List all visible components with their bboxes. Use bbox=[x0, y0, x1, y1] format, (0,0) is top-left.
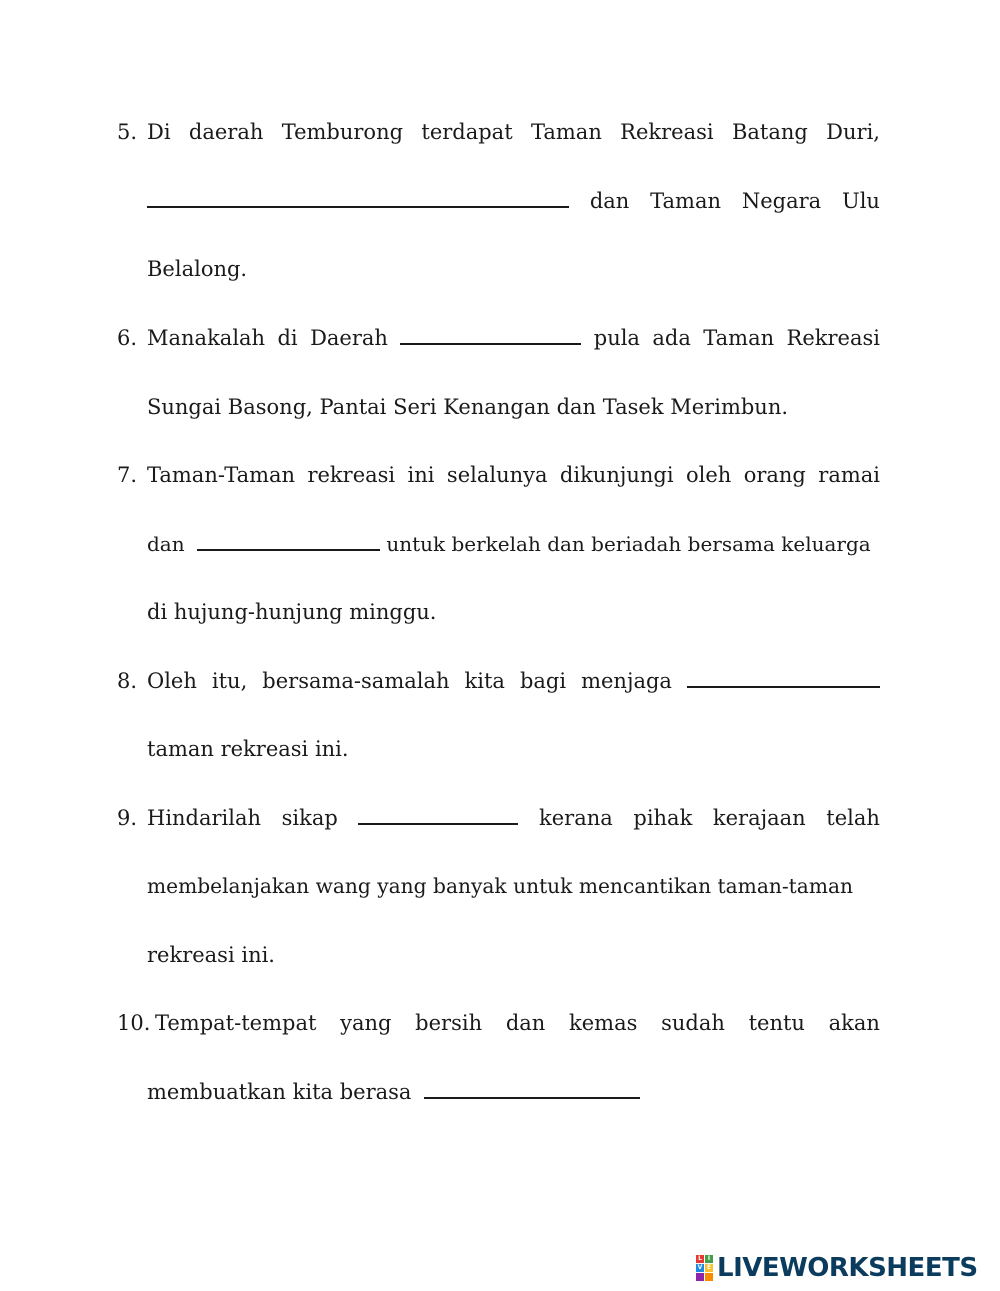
answer-blank-10[interactable] bbox=[424, 1097, 640, 1099]
item-5-line-3: Belalong. bbox=[147, 257, 248, 281]
logo-square: I bbox=[705, 1255, 713, 1263]
word: dan bbox=[589, 189, 630, 213]
logo-text: LIVEWORKSHEETS bbox=[717, 1253, 978, 1283]
word: Taman bbox=[650, 189, 722, 213]
word: daerah bbox=[188, 120, 264, 144]
text-run: untuk berkelah dan beriadah bersama keluarga bbox=[386, 532, 871, 556]
item-8-line-1 bbox=[147, 666, 880, 696]
logo-mark-icon bbox=[696, 1255, 713, 1281]
word: Duri, bbox=[826, 120, 880, 144]
answer-blank-7[interactable] bbox=[197, 549, 380, 551]
word: Taman bbox=[703, 326, 775, 350]
word: Rekreasi bbox=[620, 120, 714, 144]
answer-blank-5[interactable] bbox=[147, 206, 569, 208]
word: ada bbox=[652, 326, 691, 350]
word: Hindarilah bbox=[147, 806, 262, 830]
word: akan bbox=[828, 1011, 880, 1035]
word: orang bbox=[743, 463, 806, 487]
word: tentu bbox=[748, 1011, 805, 1035]
item-7-line-1 bbox=[147, 460, 880, 490]
word: Oleh bbox=[147, 669, 197, 693]
word: Negara bbox=[741, 189, 822, 213]
item-number: 5. bbox=[117, 120, 138, 144]
word: bagi bbox=[519, 669, 567, 693]
item-6-line-1 bbox=[147, 323, 880, 353]
logo-square: L bbox=[696, 1255, 704, 1263]
item-9-line-2: membelanjakan wang yang banyak untuk mencantikan taman-taman bbox=[147, 874, 854, 898]
item-10-line-2 bbox=[147, 1077, 880, 1107]
item-number: 9. bbox=[117, 806, 138, 830]
word: Taman bbox=[530, 120, 602, 144]
word: Ulu bbox=[842, 189, 880, 213]
word: rekreasi bbox=[307, 463, 396, 487]
word: kerajaan bbox=[712, 806, 806, 830]
word: itu, bbox=[211, 669, 248, 693]
word: Temburong bbox=[281, 120, 404, 144]
word: bersama-samalah bbox=[262, 669, 450, 693]
word: dan bbox=[147, 532, 185, 556]
word: dikunjungi bbox=[559, 463, 674, 487]
word: selalunya bbox=[446, 463, 548, 487]
item-7-line-2 bbox=[147, 529, 880, 559]
item-6-line-2: Sungai Basong, Pantai Seri Kenangan dan Tasek Merimbun. bbox=[147, 395, 789, 419]
logo-square bbox=[696, 1273, 704, 1281]
word: Di bbox=[147, 120, 171, 144]
text-run: membuatkan kita berasa bbox=[147, 1080, 412, 1104]
word: kita bbox=[464, 669, 505, 693]
word: ini bbox=[407, 463, 435, 487]
item-number: 6. bbox=[117, 326, 138, 350]
answer-blank-8[interactable] bbox=[687, 686, 880, 688]
word: di bbox=[277, 326, 298, 350]
word: Daerah bbox=[310, 326, 388, 350]
word: telah bbox=[826, 806, 880, 830]
liveworksheets-logo bbox=[696, 1253, 978, 1283]
answer-blank-6[interactable] bbox=[400, 343, 581, 345]
logo-square: E bbox=[706, 1264, 712, 1271]
item-number: 7. bbox=[117, 463, 138, 487]
item-5-line-1 bbox=[147, 117, 880, 147]
word: pihak bbox=[633, 806, 693, 830]
word: sikap bbox=[281, 806, 338, 830]
word: pula bbox=[593, 326, 640, 350]
logo-square bbox=[705, 1273, 713, 1281]
word: yang bbox=[340, 1011, 392, 1035]
word: Tempat-tempat bbox=[155, 1011, 317, 1035]
word: bersih bbox=[415, 1011, 483, 1035]
item-7-line-3: di hujung-hunjung minggu. bbox=[147, 600, 437, 624]
word: sudah bbox=[661, 1011, 725, 1035]
logo-square: V bbox=[697, 1264, 703, 1271]
word: kemas bbox=[569, 1011, 638, 1035]
word: Rekreasi bbox=[786, 326, 880, 350]
word: dan bbox=[505, 1011, 546, 1035]
word: Manakalah bbox=[147, 326, 266, 350]
word: kerana bbox=[539, 806, 613, 830]
item-10-line-1 bbox=[155, 1008, 880, 1038]
item-8-line-2: taman rekreasi ini. bbox=[147, 737, 349, 761]
item-9-line-1 bbox=[147, 803, 880, 833]
item-number: 10. bbox=[117, 1011, 151, 1035]
item-5-line-2 bbox=[147, 186, 880, 216]
word: oleh bbox=[685, 463, 732, 487]
item-number: 8. bbox=[117, 669, 138, 693]
word: Batang bbox=[731, 120, 808, 144]
word: menjaga bbox=[581, 669, 672, 693]
word: terdapat bbox=[421, 120, 513, 144]
word: ramai bbox=[818, 463, 880, 487]
word: Taman-Taman bbox=[147, 463, 296, 487]
answer-blank-9[interactable] bbox=[358, 823, 518, 825]
item-9-line-3: rekreasi ini. bbox=[147, 943, 275, 967]
